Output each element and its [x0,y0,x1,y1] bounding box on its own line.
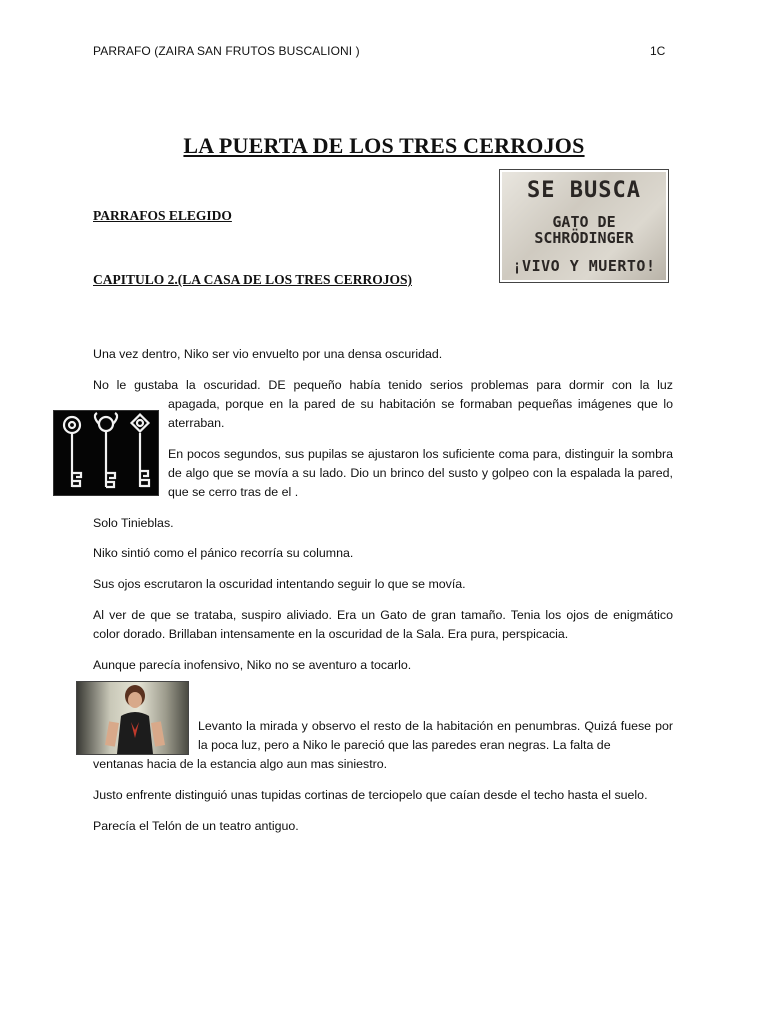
wanted-poster-line2: GATO DE [552,212,616,231]
document-title: LA PUERTA DE LOS TRES CERROJOS [183,133,585,158]
paragraph-11: Parecía el Telón de un teatro antiguo. [93,819,299,833]
paragraph-3: En pocos segundos, sus pupilas se ajustaron los suficiente coma para, distinguir la sombra de algo que se movía a su lado. Dio un brinco del susto y golpeo con la espalada la pared, que se cerro tras de el . [168,447,673,499]
paragraph-10: Justo enfrente distinguió unas tupidas cortinas de terciopelo que caían desde el techo hasta el suelo. [93,788,648,802]
boy-in-doorway-image [76,681,189,755]
paragraph-2-line1: No le gustaba la oscuridad. DE pequeño había tenido serios problemas para dormir con la luz [93,378,673,392]
section-heading-paragraphs: PARRAFOS ELEGIDO [93,208,232,223]
wanted-poster-image [499,169,669,283]
paragraph-9-end: ventanas hacia de la estancia algo aun mas siniestro. [93,757,388,771]
paragraph-1: Una vez dentro, Niko ser vio envuelto por una densa oscuridad. [93,347,443,361]
paragraph-9: Levanto la mirada y observo el resto de la habitación en penumbras. Quizá fuese por la poca luz, pero a Niko le pareció que las paredes eran negras. La falta de [198,719,673,752]
paragraph-5: Niko sintió como el pánico recorría su columna. [93,546,354,560]
wanted-poster-line1: SE BUSCA [527,177,641,203]
wanted-poster-line4: ¡VIVO Y MUERTO! [512,256,656,275]
paragraph-8: Aunque parecía inofensivo, Niko no se aventuro a tocarlo. [93,658,412,672]
paragraph-4: Solo Tinieblas. [93,516,174,530]
paragraph-2-rest: apagada, porque en la pared de su habitación se formaban pequeñas imágenes que lo aterraban. [168,397,673,430]
chapter-heading: CAPITULO 2.(LA CASA DE LOS TRES CERROJOS) [93,272,412,287]
keys-image [53,410,159,496]
page-header-author: PARRAFO (ZAIRA SAN FRUTOS BUSCALIONI ) [93,44,360,58]
paragraph-6: Sus ojos escrutaron la oscuridad intentando seguir lo que se movía. [93,577,466,591]
paragraph-7: Al ver de que se trataba, suspiro aliviado. Era un Gato de gran tamaño. Tenia los ojos de enigmático color dorado. Brillaban intensamente en la oscuridad de la Sala. Era pura, perspicacia. [93,608,673,641]
page-header-group: 1C [650,44,666,58]
wanted-poster-line3: SCHRÖDINGER [534,228,634,247]
